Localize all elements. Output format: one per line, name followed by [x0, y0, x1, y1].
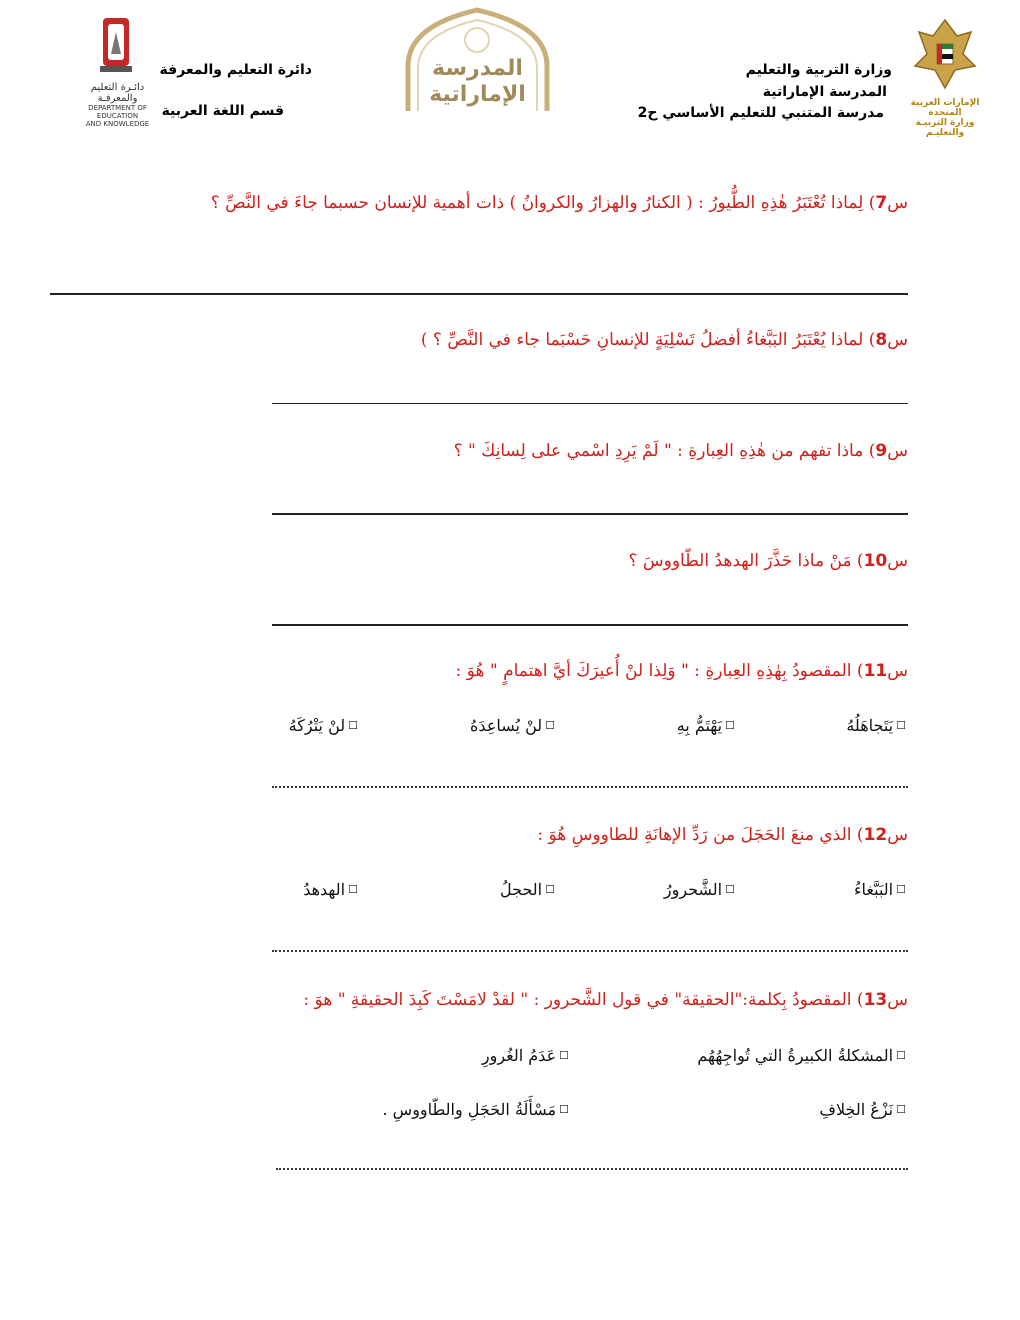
option-checkbox[interactable] [664, 880, 735, 899]
checkbox-icon[interactable]: ☐ [896, 1049, 906, 1062]
option-label: البَبَّغاءُ [854, 880, 894, 899]
checkbox-icon[interactable]: ☐ [896, 719, 906, 732]
question-prefix: س [887, 990, 908, 1010]
adek-english-2: AND KNOWLEDGE [85, 120, 150, 128]
question-9 [454, 441, 908, 461]
question-text: ) الذي منعَ الحَجَلَ من رَدِّ الإهانَةِ للطاووسِ هُوَ : [537, 825, 864, 845]
checkbox-icon[interactable]: ☐ [559, 1049, 569, 1062]
checkbox-icon[interactable]: ☐ [896, 1103, 906, 1116]
checkbox-icon[interactable]: ☐ [348, 883, 358, 896]
question-number: 10 [863, 551, 888, 571]
option-checkbox[interactable] [697, 1046, 906, 1065]
question-13 [303, 990, 908, 1010]
question-prefix: س [887, 551, 908, 571]
option-label: الهدهدُ [303, 880, 346, 899]
answer-line-9[interactable] [272, 513, 908, 515]
question-prefix: س [887, 825, 908, 845]
option-label: المشكلةُ الكبيرةُ التي تُواجِهُهُم [697, 1046, 894, 1065]
option-label: نَزْعُ الخِلافِ [819, 1100, 894, 1119]
option-checkbox[interactable] [677, 716, 735, 735]
adek-english-1: DEPARTMENT OF EDUCATION [88, 104, 147, 120]
question-text: ) مَنْ ماذا حَذَّرَ الهدهدُ الطّاووسَ ؟ [628, 551, 864, 571]
option-label: عَدَمُ الغُرورِ [481, 1046, 557, 1065]
option-checkbox[interactable] [303, 880, 358, 899]
option-label: مَسْأَلَةُ الحَجَلِ والطّاووسِ . [382, 1100, 557, 1119]
question-text: ) المقصودُ بِهٰذِهِ العِبارةِ : " وَلِذا لنْ أُعيرَكَ أيَّ اهتمامٍ " هُوَ : [455, 661, 864, 681]
uae-logo-line2: وزارة التربيـة والتعليـم [915, 118, 975, 138]
option-checkbox[interactable] [854, 880, 906, 899]
arabic-section: قسم اللغة العربية [161, 103, 284, 119]
emirati-school-line2: الإماراتية [429, 82, 526, 107]
eagle-emblem-icon [905, 14, 985, 94]
question-number: 8 [875, 330, 888, 350]
question-prefix: س [887, 661, 908, 681]
question-text: ) ماذا تفهم من هٰذِهِ العِبارةِ : " لَمْ يَرِدِ اسْمي على لِسانِكَ " ؟ [453, 441, 876, 461]
option-label: لنْ يُساعِدَهُ [470, 716, 543, 735]
uae-ministry-logo [905, 14, 985, 138]
adek-emblem-icon [70, 14, 165, 78]
question-11 [456, 661, 908, 681]
checkbox-icon[interactable]: ☐ [896, 883, 906, 896]
checkbox-icon[interactable]: ☐ [545, 719, 555, 732]
question-prefix: س [887, 330, 908, 350]
question-number: 11 [863, 661, 888, 681]
option-label: الشَّحرورُ [663, 880, 723, 899]
education-department: دائرة التعليم والمعرفة [159, 62, 312, 78]
question-prefix: س [887, 193, 908, 213]
answer-dots-12[interactable] [272, 950, 908, 952]
option-checkbox[interactable] [482, 1046, 569, 1065]
adek-arabic: دائـرة التعليم والمعرفـة [90, 82, 145, 104]
option-label: يَتَجاهَلُهُ [846, 716, 894, 735]
question-7 [211, 193, 908, 213]
school-name: مدرسة المتنبي للتعليم الأساسي ح2 [637, 105, 884, 121]
checkbox-icon[interactable]: ☐ [725, 883, 735, 896]
ministry-name: وزارة التربية والتعليم [745, 62, 892, 78]
question-prefix: س [887, 441, 908, 461]
checkbox-icon[interactable]: ☐ [559, 1103, 569, 1116]
adek-logo [70, 14, 165, 128]
question-text: ) لِماذا تُعْتَبَرُ هٰذِهِ الطُّيورُ : ( الكنارُ والهزارُ والكروانُ ) ذات أهمية للإنسان حسبما جاءَ في النَّصِّ ؟ [210, 193, 876, 213]
answer-line-10[interactable] [272, 624, 908, 626]
question-number: 13 [863, 990, 888, 1010]
answer-line-7[interactable] [50, 293, 908, 295]
checkbox-icon[interactable]: ☐ [348, 719, 358, 732]
option-checkbox[interactable] [289, 716, 358, 735]
question-text: ) المقصودُ بِكلمة:"الحقيقة" في قول الشَّحرور : " لقدْ لامَسْتَ كَبِدَ الحقيقةِ " هوَ : [303, 990, 864, 1010]
option-checkbox[interactable] [500, 880, 555, 899]
question-number: 9 [875, 441, 888, 461]
emirati-school-logo [400, 6, 555, 116]
question-12 [537, 825, 908, 845]
option-checkbox[interactable] [819, 1100, 906, 1119]
option-checkbox[interactable] [846, 716, 906, 735]
school-type: المدرسة الإماراتية [762, 84, 887, 100]
checkbox-icon[interactable]: ☐ [725, 719, 735, 732]
question-number: 12 [863, 825, 888, 845]
question-text: ) لماذا يُعْتَبَرُ البَبَّغاءُ أفضلُ تَسْلِيَةٍ للإنسانِ حَسْبَما جاء في النَّصِّ ؟ ) [420, 330, 876, 350]
option-checkbox[interactable] [470, 716, 555, 735]
option-label: الحجلُ [500, 880, 543, 899]
checkbox-icon[interactable]: ☐ [545, 883, 555, 896]
answer-dots-11[interactable] [272, 786, 908, 788]
answer-line-8[interactable] [272, 403, 908, 404]
question-8 [421, 330, 908, 350]
question-10 [628, 551, 908, 571]
option-label: لنْ يَتْرُكَهُ [288, 716, 346, 735]
answer-dots-13[interactable] [276, 1168, 908, 1170]
option-checkbox[interactable] [382, 1100, 569, 1119]
question-number: 7 [875, 193, 888, 213]
option-label: يَهْتَمُّ بِهِ [676, 716, 723, 735]
emirati-school-line1: المدرسة [432, 56, 523, 81]
uae-logo-line1: الإمارات العربية المتحدة [910, 98, 980, 118]
